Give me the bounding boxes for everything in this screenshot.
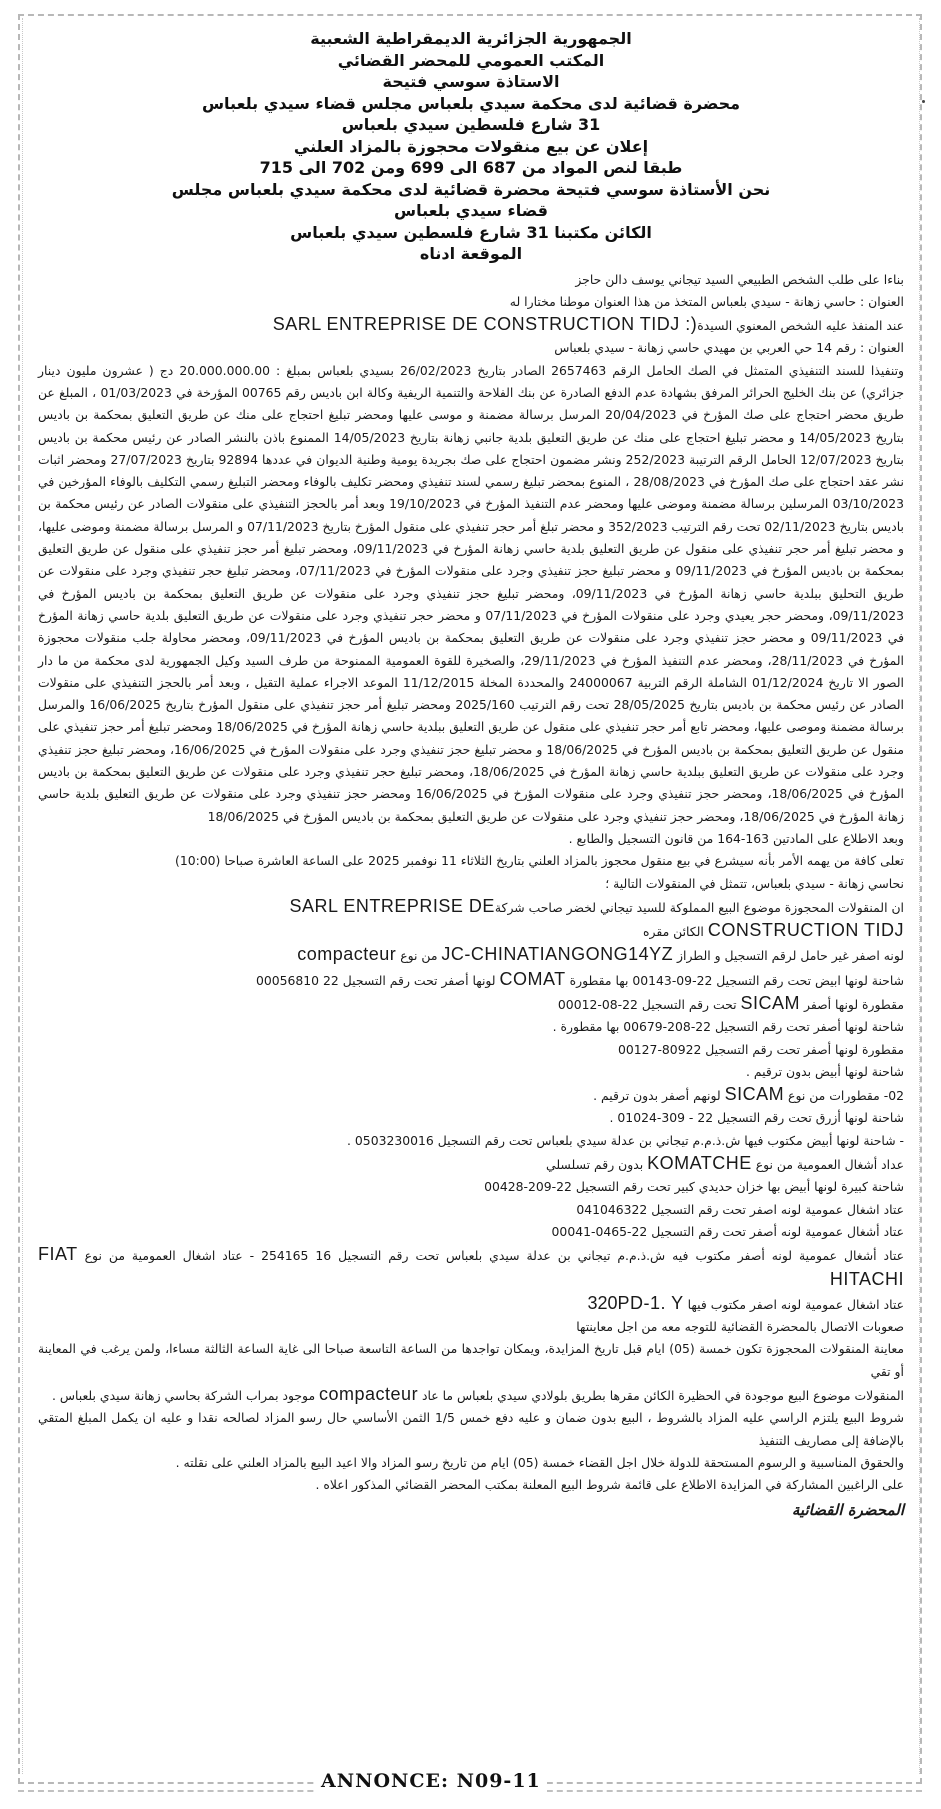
- seized-item: [38, 943, 904, 967]
- storage-text-post: موجود بمراب الشركة بحاسي زهانة سيدي بلعباس .: [51, 1388, 320, 1404]
- seized-item: [38, 1199, 904, 1221]
- item-brand: COMAT: [499, 968, 566, 989]
- speck-mark: [922, 100, 925, 103]
- signature: المحضرة القضائية: [791, 1500, 904, 1519]
- item-text: عتاد اشغال عمومية لونه اصفر تحت رقم التسجيل 041046322: [576, 1201, 904, 1217]
- item-text: - شاحنة لونها أبيض مكتوب فيها ش.ذ.م.م تيجاني بن عدلة سيدي بلعباس تحت رقم التسجيل 0503230016 .: [347, 1132, 904, 1148]
- seized-item: [38, 1107, 904, 1129]
- item-text: عتاد أشغال عمومية لونه أصفر تحت رقم التسجيل 22-0465-00041: [551, 1223, 904, 1239]
- item-brand: KOMATCHE: [647, 1153, 752, 1174]
- requester-line: بناءا على طلب الشخص الطبيعي السيد تيجاني يوسف دالن حاجز: [575, 271, 904, 287]
- seized-item: [38, 992, 904, 1016]
- notice-header: [38, 28, 904, 265]
- storage-text: المنقولات موضوع البيع موجودة في الحظيرة الكائن مقرها بطريق بلولادي سيدي بلعباس ما عاد: [418, 1388, 904, 1404]
- item-text: مقطورة لونها أصفر: [800, 997, 904, 1012]
- contact-line: صعوبات الاتصال بالمحضرة القضائية للتوجه معه من اجل معاينتها: [576, 1319, 904, 1335]
- header-signed-below: الموقعة ادناه: [419, 244, 523, 263]
- seized-item: [38, 968, 904, 992]
- item-text: 02- مقطورات من نوع: [784, 1088, 904, 1104]
- item-brand: SICAM: [740, 993, 801, 1013]
- item-brand: FIAT HITACHI: [38, 1244, 904, 1289]
- item-brand: SICAM: [724, 1084, 785, 1105]
- item-text: شاحنة لونها أبيض بدون ترقيم .: [746, 1063, 904, 1079]
- header-court: محضرة قضائية لدى محكمة سيدي بلعباس مجلس قضاء سيدي بلعباس: [201, 93, 741, 113]
- owner-company-1: SARL ENTREPRISE DE: [289, 895, 495, 916]
- item-text: شاحنة لونها أصفر تحت رقم التسجيل 22-208-00679 بها مقطورة .: [552, 1019, 904, 1035]
- requester-address: العنوان : حاسي زهانة - سيدي بلعباس المتخذ من هذا العنوان موطنا مختارا له: [509, 293, 904, 309]
- seized-item: [38, 1016, 904, 1038]
- fees-line: والحقوق المناسبية و الرسوم المستحقة للدولة خلال اجل القضاء خمسة (05) ايام من تاريخ رسو المزاد والا اعيد البيع بالمزاد العلني على نقلته .: [175, 1454, 904, 1470]
- item-model: 320PD-1. Y: [587, 1292, 684, 1313]
- owner-line: [38, 895, 904, 919]
- header-articles: طبقا لنص المواد من 687 الى 699 ومن 702 الى 715: [259, 158, 683, 177]
- seized-item: [38, 1176, 904, 1198]
- owner-prefix: ان المنقولات المحجوزة موضوع البيع المملوكة للسيد تيجاني لخضر صاحب شركة: [494, 899, 904, 915]
- participation-line: على الراغبين المشاركة في المزايدة الاطلاع على قائمة شروط البيع المعلنة بمكتب المحضر القضائي المذكور اعلاه .: [315, 1477, 904, 1493]
- header-bailiff-name: الاستاذة سوسي فتيحة: [382, 72, 560, 91]
- item-type: compacteur: [297, 944, 397, 965]
- legal-reference: وبعد الاطلاع على المادتين 163-164 من قانون التسجيل والطابع .: [568, 830, 904, 846]
- seized-item: [38, 1221, 904, 1243]
- owner-company-2: CONSTRUCTION TIDJ: [707, 920, 904, 941]
- storage-line: [38, 1383, 904, 1407]
- item-text: عداد أشغال العمومية من نوع: [751, 1157, 904, 1173]
- item-text-post: بدون رقم تسلسلي: [546, 1157, 648, 1173]
- item-text-post: لونها أصفر تحت رقم التسجيل 22 00056810: [255, 972, 500, 988]
- header-republic: الجمهورية الجزائرية الديمقراطية الشعبية: [310, 29, 632, 48]
- header-office-address: الكائن مكتبنا 31 شارع فلسطين سيدي بلعباس: [290, 222, 652, 242]
- debtor-company-name: SARL ENTREPRISE DE CONSTRUCTION TIDJ :): [272, 314, 698, 335]
- header-declaration-2: قضاء سيدي بلعباس: [394, 201, 548, 220]
- item-text: لونه اصفر غير حامل لرقم التسجيل و الطراز: [673, 948, 904, 964]
- item-text-post: لونهم أصفر بدون ترقيم .: [593, 1088, 725, 1104]
- seized-item: [38, 1039, 904, 1061]
- seized-item: [38, 1083, 904, 1107]
- item-text-post: من نوع: [396, 948, 442, 964]
- location-line: نحاسي زهانة - سيدي بلعباس، تتمثل في المنقولات التالية ؛: [605, 875, 904, 891]
- item-text: عتاد اشغال عمومية لونه اصفر مكتوب فيها: [683, 1296, 904, 1312]
- storage-item-type: compacteur: [319, 1384, 419, 1405]
- seized-item: [38, 1243, 904, 1292]
- item-model: JC-CHINATIANGONG14YZ: [441, 944, 674, 965]
- inspection-line: معاينة المنقولات المحجوزة تكون خمسة (05) ايام قبل تاريخ المزايدة، ويمكان تواجدها من الساعة التاسعة صباحا الى غاية الساعة الثالثة مساءا، ولمن يرغب في المعاينة أو تقي: [38, 1341, 904, 1379]
- owner-line-2: [38, 919, 904, 943]
- seized-item: [38, 1292, 904, 1316]
- seized-item: [38, 1061, 904, 1083]
- item-text: مقطورة لونها أصفر تحت رقم التسجيل 80922-00127: [618, 1041, 904, 1057]
- item-text-post: تحت رقم التسجيل 22-08-00012: [557, 997, 741, 1012]
- item-text: شاحنة كبيرة لونها أبيض بها خزان حديدي كبير تحت رقم التسجيل 22-209-00428: [484, 1179, 904, 1195]
- seized-items-list: [38, 943, 904, 1316]
- debtor-address: العنوان : رقم 14 حي العربي بن مهيدي حاسي زهانة - سيدي بلعباس: [554, 340, 904, 356]
- item-text: شاحنة لونها أزرق تحت رقم التسجيل 22 - 309-01024 .: [609, 1110, 904, 1126]
- item-text: عتاد أشغال عمومية لونه أصفر مكتوب فيه ش.ذ.م.م تيجاني بن عدلة سيدي بلعباس تحت رقم التسجيل 16 254165 - عتاد اشغال العمومية من نوع: [77, 1248, 904, 1264]
- sale-notice: تعلى كافة من يهمه الأمر بأنه سيشرع في بيع منقول محجوز بالمزاد العلني بتاريخ الثلاثاء 11 نوفمبر 2025 على الساعة العاشرة صباحا (10:00): [174, 853, 904, 869]
- owner-suffix: الكائن مقره: [642, 924, 704, 940]
- debtor-line: [38, 313, 904, 337]
- notice-body: [38, 269, 904, 1521]
- sale-conditions: شروط البيع يلتزم الراسي عليه المزاد بالشروط ، البيع بدون ضمان و عليه دفع خمس 1/5 الثمن الأساسي حال رسو المزاد لصالحه نقدا و عليه ان يكمل المبلغ المتقي بالإضافة إلى مصاريف التنفيذ: [38, 1410, 904, 1448]
- seized-item: [38, 1152, 904, 1176]
- procedure-paragraph: وتنفيذا للسند التنفيذي المتمثل في الصك الحامل الرقم 2657463 الصادر بتاريخ 26/02/2023 بسيدي بلعباس بمبلغ : 20.000.000.00 دج ( عشرون مليون دينار جزائري) عن بنك الخليج الحرائر المرفق بشهادة عدم الدفع الصادرة عن بنك الفلاحة والتنمية الريفية وكالة ابن باديس رقم 00765 المؤرخة في 01/03/2023 ، المبلغ عن طريق محضر احتجاج على صك المؤرخ في 20/04/2023 المرسل برسالة مضمنة و موسى عليها ومحضر تبليغ احتجاج على منك عن طريق التعليق بمحكمة بن باديس بتاريخ 14/05/2023 و محضر تبليغ احتجاج على منك عن طريق التعليق بلدية جانبي زهانة بتاريخ 14/05/2023 الممنوع باذن بالنشر الصادر عن رئيس محكمة بن باديس بتاريخ 12/07/2023 الحامل الرقم الترتيبة 252/2023 ونشر مضمون احتجاج على صك بجريدة يومية وطنية الديوان في عددها 92894 بتاريخ 27/07/2023 ومحضر اثبات نشر عقد احتجاج على صك المؤرخ في 28/08/2023 ، المنوع بمحضر تبليغ رسمي لسند تنفيذي ومحضر تكليف بالوفاء ومحضر التبليغ رسمي التكليف بالوفاء المؤرخين في 03/10/2023 المرسلين برسالة مضمنة وموضى عليها ومحضر عدم التنفيذ المؤرخ في 19/10/2023 وبعد أمر بالحجز التنفيذي على منقولات الصادر عن رئيس محكمة بن باديس بتاريخ 02/11/2023 تحت رقم الترتيب 352/2023 و محضر تبلغ أمر حجر تنفيذي على منقول المؤرخ بتاريخ 07/11/2023 و المرسل برسالة مضمنة وموضى عليها، و محضر تبليغ أمر حجر تنفيذي على منقول عن طريق التعليق بلدية حاسي زهانة المؤرخ في 09/11/2023، ومحضر تبليغ أمر حجز تنفيذي على منقول عن طريق التعليق بمحكمة بن باديس المؤرخ في 09/11/2023 و محضر تبليغ حجز تنفيذي وجرد على منقولات المؤرخ في 07/11/2023، ومحضر تبليغ حجر تنفيذي وجرد على منقولات عن طريق التحليق ببلدية حاسي زهانة المؤرخ في 09/11/2023، ومحضر تبليغ حجز تنفيذي وجرد على منقولات عن طريق التعليق بمحكمة بن باديس المؤرخ في 09/11/2023، ومحضر حجر يعيدي وجرد على منقولات المؤرخ في 07/11/2023 و محضر حجر تنفيذي وجرد على منقولات عن طريق التعليق بلدية حاسي زهانة المؤرخ في 09/11/2023 و محضر حجز تنفيذي وجرد على منقولات عن طريق التعليق بمحكمة بن باديس المؤرخ في 09/11/2023، ومحضر محاولة جلب منقولات محجوزة المؤرخ في 28/11/2023، ومحضر عدم التنفيذ المؤرخ في 29/11/2023، والصخيرة للقوة العمومية الممنوحة من طرف السيد وكيل الجمهورية لدى محكمة من ما دار الصور الا تاريخ 01/12/2024 الشاملة الرقم التربية 24000067 والمحددة المخلة 11/12/2015 الموعد الاجراء عملية التقيل ، وبعد أمر بالحجز التنفيذي على منقولات الصادر عن رئيس محكمة بن باديس بتاريخ 28/05/2025 تحت رقم الترتيب 2025/160 ومحضر تبليغ أمر حجز تنفيذي على منقول المؤرخ بتاريخ 16/06/2025 والمرسل برسالة مضمنة وموصى عليها، ومحضر تابع أمر حجر تنفيذي على منقول عن طريق التعليق ببلدية حاسي زهانة المؤرخ في 18/06/2025 ومحضر تبليغ أمر حجز تنفيذي على منقول عن طريق التعليق بمحكمة بن باديس المؤرخ في 18/06/2025 و محضر تبليغ حجز تنفيذي وجرد على منقولات المؤرخ في 16/06/2025، ومحضر تبليغ حجز تنفيذي وجرد على منقولات عن طريق التعليق ببلدية حاسي زهانة المؤرخ في 18/06/2025، ومحضر تبليغ حجر تنفيذي وجرد على منقولات عن طريق التعليق بمحكمة بن باديس المؤرخ في 18/06/2025، ومحضر حجز تنفيذي وجرد على منقولات المؤرخ في 16/06/2025 ومحضر حجز تنفيذي وجرد على منقولات عن طريق التعليق بلدية حاسي زهانة المؤرخ في 18/06/2025، ومحضر حجز تنفيذي وجرد على منقولات عن طريق التعليق بمحكمة بن باديس المؤرخ في 18/06/2025: [38, 362, 905, 824]
- header-office: المكتب العمومي للمحضر القضائي: [337, 50, 605, 70]
- header-address: 31 شارع فلسطين سيدي بلعباس: [341, 115, 601, 134]
- header-announcement-title: إعلان عن بيع منقولات محجوزة بالمزاد العلني: [293, 136, 649, 156]
- legal-notice: [38, 28, 904, 1521]
- debtor-prefix: عند المنفذ عليه الشخص المعنوي السيدة: [697, 318, 904, 334]
- annonce-number: ANNONCE: N09-11: [315, 1770, 547, 1792]
- seized-item: [38, 1130, 904, 1152]
- item-text: شاحنة لونها ابيض تحت رقم التسجيل 22-09-00143 بها مقطورة: [565, 972, 904, 988]
- header-declaration-1: نحن الأستاذة سوسي فتيحة محضرة قضائية لدى محكمة سيدي بلعباس مجلس: [171, 179, 771, 199]
